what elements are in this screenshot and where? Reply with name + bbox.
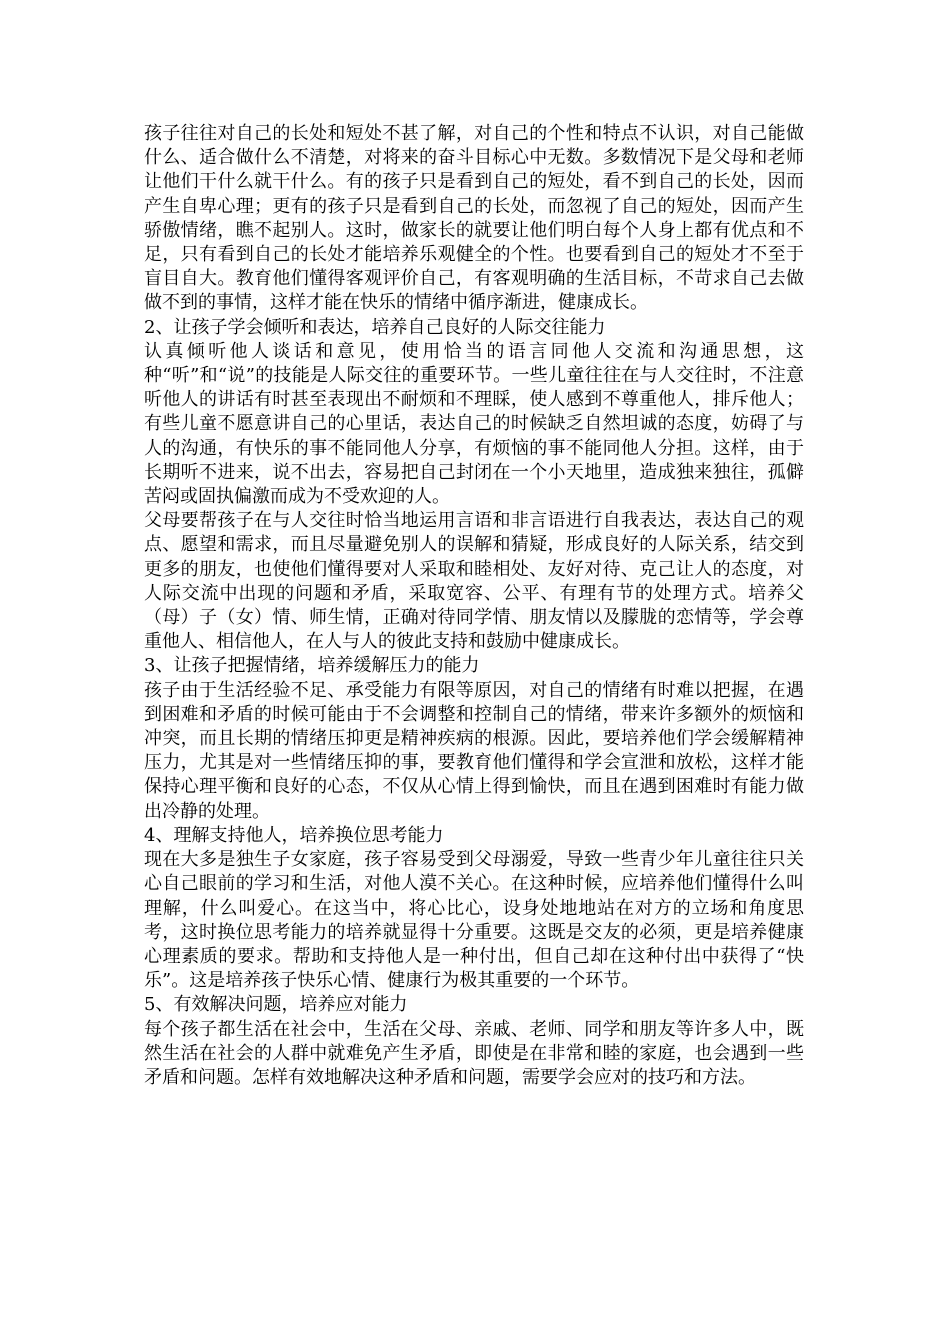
- paragraph-expression: 父母要帮孩子在与人交往时恰当地运用言语和非言语进行自我表达，表达自己的观点、愿望和需求，而且尽量避免别人的误解和猜疑，形成良好的人际关系，结交到更多的朋友，也使他们懂得要对人采取和睦相处、友好对待、克己让人的态度，对人际交流中出现的问题和矛盾，采取宽容、公平、有理有节的处理方式。培养父（母）子（女）情、师生情，正确对待同学情、朋友情以及朦胧的恋情等，学会尊重他人、相信他人，在人与人的彼此支持和鼓励中健康成长。: [144, 510, 804, 653]
- section-heading-3: 3、让孩子把握情绪，培养缓解压力的能力: [144, 655, 480, 677]
- section-heading-5: 5、有效解决问题，培养应对能力: [144, 994, 408, 1016]
- paragraph-empathy: 现在大多是独生子女家庭，孩子容易受到父母溺爱，导致一些青少年儿童往往只关心自己眼前的学习和生活，对他人漠不关心。在这种时候，应培养他们懂得什么叫理解，什么叫爱心。在这当中，将心比心，设身处地地站在对方的立场和角度思考，这时换位思考能力的培养就显得十分重要。这既是交友的必须，更是培养健康心理素质的要求。帮助和支持他人是一种付出，但自己却在这种付出中获得了“快乐”。这是培养孩子快乐心情、健康行为极其重要的一个环节。: [144, 849, 804, 992]
- paragraph-emotions: 孩子由于生活经验不足、承受能力有限等原因，对自己的情绪有时难以把握，在遇到困难和矛盾的时候可能由于不会调整和控制自己的情绪，带来许多额外的烦恼和冲突，而且长期的情绪压抑更是精神疾病的根源。因此，要培养他们学会缓解精神压力，尤其是对一些情绪压抑的事，要教育他们懂得和学会宣泄和放松，这样才能保持心理平衡和良好的心态，不仅从心情上得到愉快，而且在遇到困难时有能力做出冷静的处理。: [144, 679, 804, 822]
- paragraph-problem-solving: 每个孩子都生活在社会中，生活在父母、亲戚、老师、同学和朋友等许多人中，既然生活在社会的人群中就难免产生矛盾，即使是在非常和睦的家庭，也会遇到一些矛盾和问题。怎样有效地解决这种矛盾和问题，需要学会应对的技巧和方法。: [144, 1018, 804, 1088]
- document-body: [144, 122, 804, 1090]
- paragraph-self-awareness: 孩子往往对自己的长处和短处不甚了解，对自己的个性和特点不认识，对自己能做什么、适合做什么不清楚，对将来的奋斗目标心中无数。多数情况下是父母和老师让他们干什么就干什么。有的孩子只是看到自己的短处，看不到自己的长处，因而产生自卑心理；更有的孩子只是看到自己的长处，而忽视了自己的短处，因而产生骄傲情绪，瞧不起别人。这时，做家长的就要让他们明白每个人身上都有优点和不足，只有看到自己的长处才能培养乐观健全的个性。也要看到自己的短处才不至于盲目自大。教育他们懂得客观评价自己，有客观明确的生活目标，不苛求自己去做做不到的事情，这样才能在快乐的情绪中循序渐进，健康成长。: [144, 123, 804, 314]
- paragraph-listening: 认真倾听他人谈话和意见，使用恰当的语言同他人交流和沟通思想，这种“听”和“说”的技能是人际交往的重要环节。一些儿童往往在与人交往时，不注意听他人的讲话有时甚至表现出不耐烦和不理睬，使人感到不尊重他人，排斥他人；有些儿童不愿意讲自己的心里话，表达自己的时候缺乏自然坦诚的态度，妨碍了与人的沟通，有快乐的事不能同他人分享，有烦恼的事不能同他人分担。这样，由于长期听不进来，说不出去，容易把自己封闭在一个小天地里，造成独来独往，孤僻苦闷或固执偏激而成为不受欢迎的人。: [144, 340, 804, 508]
- section-heading-4: 4、理解支持他人，培养换位思考能力: [144, 824, 444, 846]
- section-heading-2: 2、让孩子学会倾听和表达，培养自己良好的人际交往能力: [144, 316, 606, 338]
